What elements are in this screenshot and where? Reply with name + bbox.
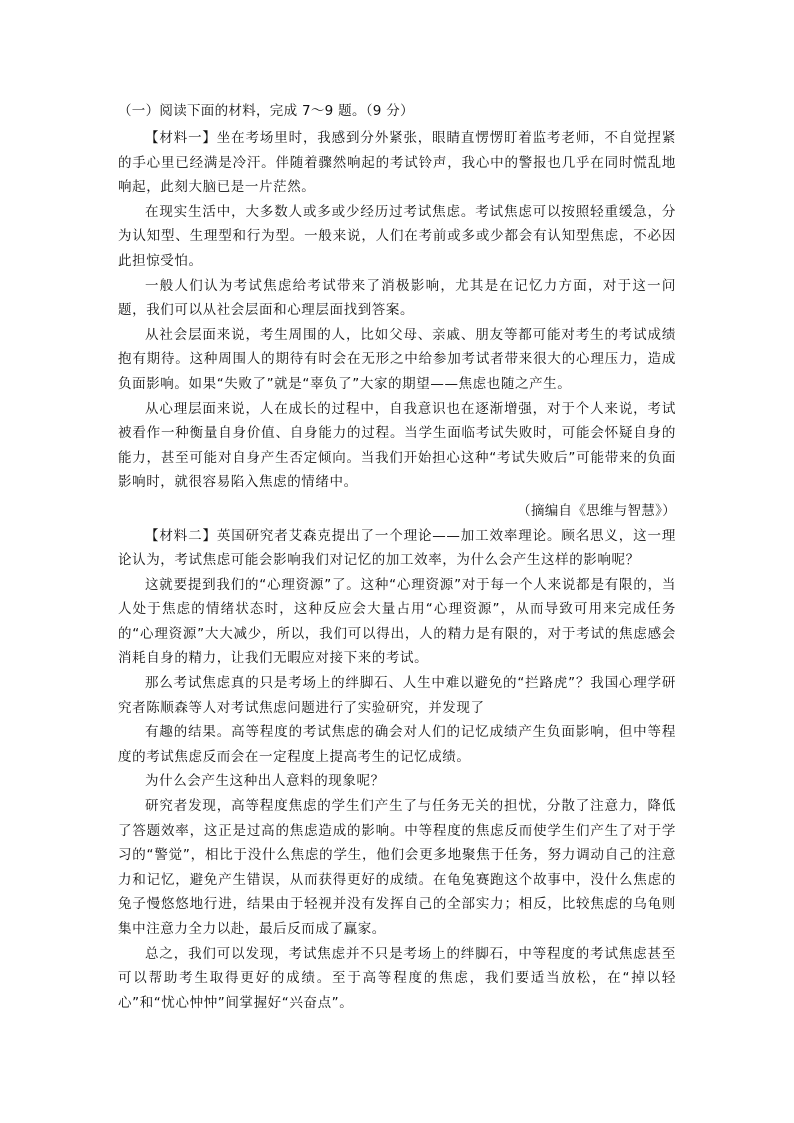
paragraph: 有趣的结果。高等程度的考试焦虑的确会对人们的记忆成绩产生负面影响，但中等程度的考试焦虑反而会在一定程度上提高考生的记忆成绩。 bbox=[118, 724, 676, 765]
paragraph: 从心理层面来说，人在成长的过程中，自我意识也在逐渐增强，对于个人来说，考试被看作一种衡量自身价值、自身能力的过程。当学生面临考试失败时，可能会怀疑自身的能力，甚至可能对自身产生否定倾向。当我们开始担心这种“考试失败后”可能带来的负面影响时，就很容易陷入焦虑的情绪中。 bbox=[118, 400, 676, 491]
paragraph: 从社会层面来说，考生周围的人，比如父母、亲戚、朋友等都可能对考生的考试成绩抱有期待。这种周围人的期待有时会在无形之中给参加考试者带来很大的心理压力，造成负面影响。如果“失败了”就是“辜负了”大家的期望——焦虑也随之产生。 bbox=[118, 326, 676, 392]
paragraph: 一般人们认为考试焦虑给考试带来了消极影响，尤其是在记忆力方面，对于这一问题，我们可以从社会层面和心理层面找到答案。 bbox=[118, 277, 676, 319]
section-heading: （一）阅读下面的材料，完成 7～9 题。（9 分） bbox=[118, 103, 414, 119]
paragraph: 【材料二】英国研究者艾森克提出了一个理论——加工效率理论。顾名思义，这一理论认为，考试焦虑可能会影响我们对记忆的加工效率，为什么会产生这样的影响呢？ bbox=[118, 527, 676, 569]
paragraph: 那么考试焦虑真的只是考场上的绊脚石、人生中难以避免的“拦路虎”？我国心理学研究者陈顺森等人对考试焦虑问题进行了实验研究，并发现了 bbox=[118, 675, 676, 716]
material-one bbox=[118, 126, 676, 524]
source-citation: （摘编自《思维与智慧》） bbox=[517, 502, 676, 519]
paragraph: 研究者发现，高等程度焦虑的学生们产生了与任务无关的担忧，分散了注意力，降低了答题效率，这正是过高的焦虑造成的影响。中等程度的焦虑反而使学生们产生了对于学习的“警觉”，相比于没什么焦虑的学生，他们会更多地聚焦于任务，努力调动自己的注意力和记忆，避免产生错误，从而获得更好的成绩。在龟兔赛跑这个故事中，没什么焦虑的兔子慢悠悠地行进，结果由于轻视并没有发挥自己的全部实力；相反，比较焦虑的乌龟则集中注意力全力以赴，最后反而成了赢家。 bbox=[118, 798, 676, 937]
paragraph: 总之，我们可以发现，考试焦虑并不只是考场上的绊脚石，中等程度的考试焦虑甚至可以帮助考生取得更好的成绩。至于高等程度的焦虑，我们要适当放松，在“掉以轻心”和“忧心忡忡”间掌握好“兴奋点”。 bbox=[118, 945, 676, 1011]
paragraph: 在现实生活中，大多数人或多或少经历过考试焦虑。考试焦虑可以按照轻重缓急，分为认知型、生理型和行为型。一般来说，人们在考前或多或少都会有认知型焦虑，不必因此担惊受怕。 bbox=[118, 203, 676, 269]
paragraph: 这就要提到我们的“心理资源”了。这种“心理资源”对于每一个人来说都是有限的，当人处于焦虑的情绪状态时，这种反应会大量占用“心理资源”，从而导致可用来完成任务的“心理资源”大大减少，所以，我们可以得出，人的精力是有限的，对于考试的焦虑感会消耗自身的精力，让我们无暇应对接下来的考试。 bbox=[118, 576, 676, 667]
material-two bbox=[118, 524, 676, 1016]
paragraph: 【材料一】坐在考场里时，我感到分外紧张，眼睛直愣愣盯着监考老师，不自觉捏紧的手心里已经满是冷汗。伴随着骤然响起的考试铃声，我心中的警报也几乎在同时慌乱地响起，此刻大脑已是一片茫然。 bbox=[118, 130, 676, 196]
paragraph: 为什么会产生这种出人意料的现象呢？ bbox=[145, 773, 385, 790]
